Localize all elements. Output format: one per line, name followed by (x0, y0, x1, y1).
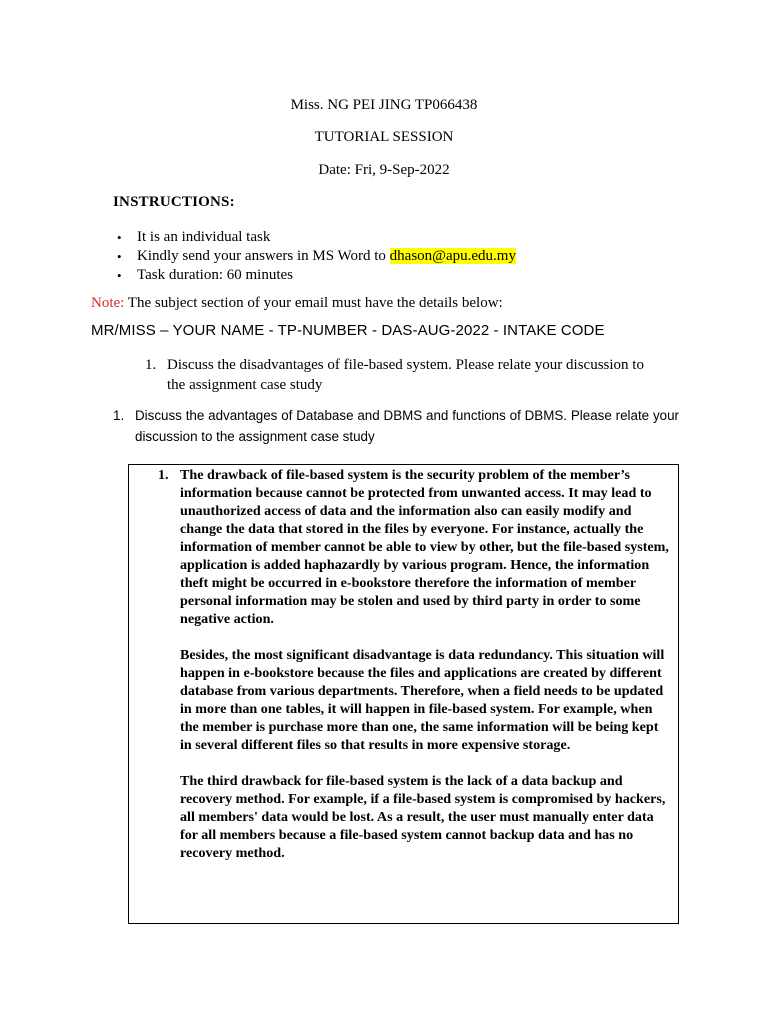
subject-format-line: MR/MISS – YOUR NAME - TP-NUMBER - DAS-AUG-2022 - INTAKE CODE (91, 322, 605, 339)
student-name-line: Miss. NG PEI JING TP066438 (290, 97, 478, 113)
bullet-text: Kindly send your answers in MS Word to (137, 248, 390, 264)
instructions-heading: INSTRUCTIONS: (113, 194, 235, 210)
question-number: 1. (145, 357, 157, 373)
question-text: Discuss the advantages of Database and DBMS and functions of DBMS. Please relate your discussion to the assignment case study (135, 408, 679, 444)
note-label: Note: (91, 295, 125, 311)
question-2 (113, 405, 679, 447)
list-item (113, 266, 516, 285)
answer-content (158, 466, 670, 880)
instructions-list (113, 228, 516, 285)
bullet-icon: • (117, 249, 122, 264)
note-text: The subject section of your email must have the details below: (124, 295, 503, 311)
note-line (91, 294, 503, 312)
answer-number: 1. (158, 467, 169, 483)
bullet-icon: • (117, 230, 122, 245)
list-item (113, 228, 516, 247)
answer-paragraph-3: The third drawback for file-based system is the lack of a data backup and recovery method. For example, if a file-based system is compromised by hackers, all members' data would be lost. As a result, the user must manually enter data for all members because a file-based system cannot backup data and has no recovery method. (180, 773, 666, 861)
bullet-text: Task duration: 60 minutes (137, 267, 294, 283)
list-item (113, 247, 516, 266)
question-number: 1. (113, 408, 125, 423)
date-line: Date: Fri, 9-Sep-2022 (318, 162, 450, 178)
answer-paragraph-2: Besides, the most significant disadvantage is data redundancy. This situation will happen in e-bookstore because the files and applications are created by different database from various departments. Therefore, when a field needs to be updated in more than one tables, it will happen in file-based system. For example, when the member is purchase more than one, the same information will be being kept in several different files so that results in more expensive storage. (180, 647, 665, 753)
answer-paragraph-1: The drawback of file-based system is the security problem of the member’s information because cannot be protected from unwanted access. It may lead to unauthorized access of data and the information also can easily modify and change the data that stored in the files by everyone. For instance, actually the information of member cannot be able to view by other, but the file-based system, application is added haphazardly by various program. Hence, the information theft might be occurred in e-bookstore therefore the information of member personal information may be stolen and used by third party in order to some negative action. (180, 467, 669, 627)
bullet-icon: • (117, 268, 122, 283)
question-1 (145, 355, 665, 395)
email-link[interactable]: dhason@apu.edu.my (389, 248, 516, 264)
bullet-text: It is an individual task (137, 229, 271, 245)
question-text: Discuss the disadvantages of file-based system. Please relate your discussion to the assignment case study (167, 357, 644, 393)
session-title: TUTORIAL SESSION (314, 129, 454, 145)
